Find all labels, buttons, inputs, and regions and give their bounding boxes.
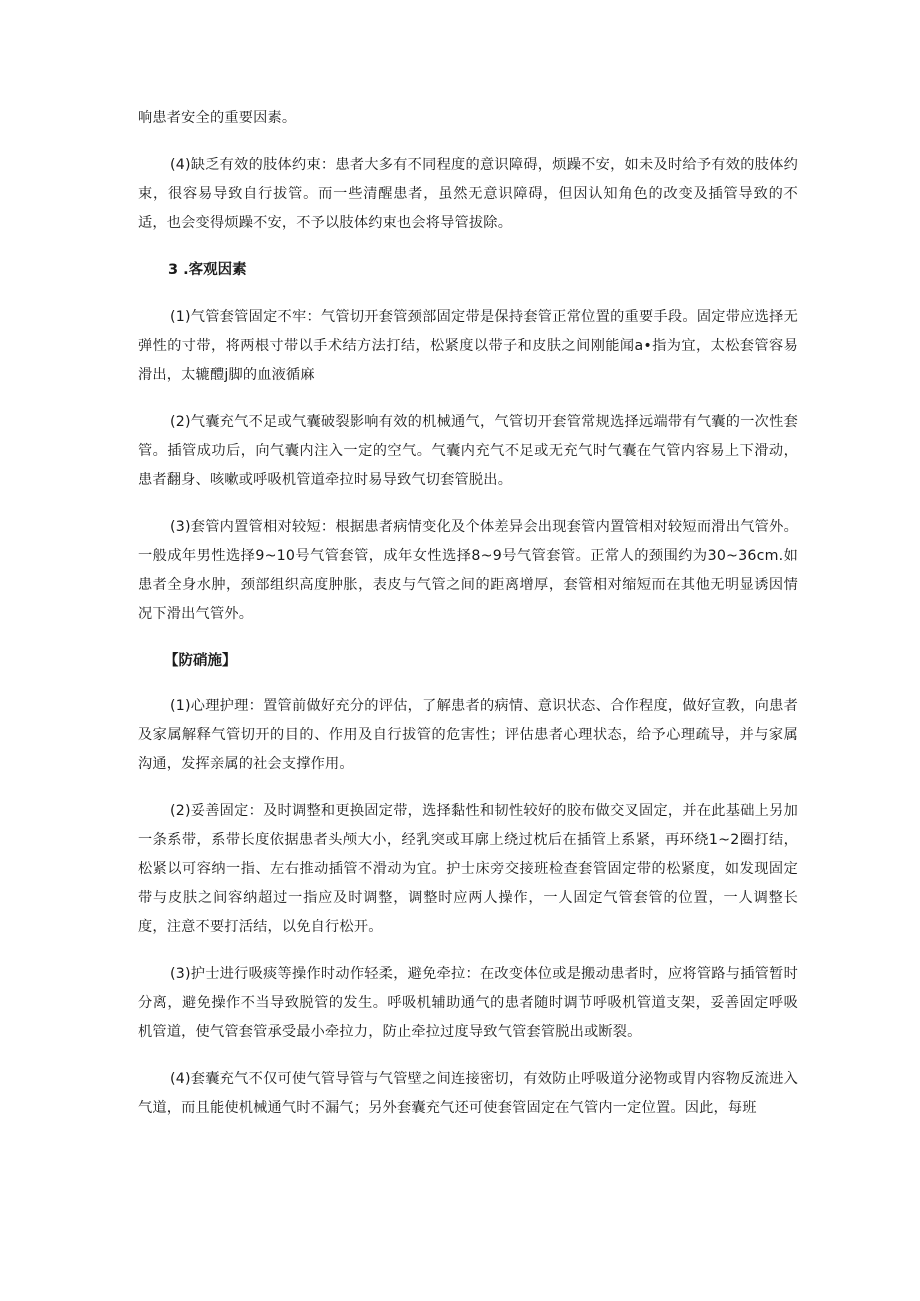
paragraph-cuff-benefits: (4)套囊充气不仅可使气管导管与气管壁之间连接密切，有效防止呼吸道分泌物或胃内容物反流进入气道，而且能使机械通气时不漏气；另外套囊充气还可使套管固定在气管内一定位置。因此，每班 <box>138 1071 798 1116</box>
section-heading-prevention: 【防硝施】 <box>164 653 237 669</box>
paragraph-cuff-inflation: (2)气囊充气不足或气囊破裂影响有效的机械通气，气管切开套管常规选择远端带有气囊的一次性套管。插管成功后，向气囊内注入一定的空气。气囊内充气不足或无充气时气囊在气管内容易上下滑动，患者翻身、咳嗽或呼吸机管道牵拉时易导致气切套管脱出。 <box>138 414 798 488</box>
paragraph-limb-restraint: (4)缺乏有效的肢体约束：患者大多有不同程度的意识障碍，烦躁不安，如未及时给予有效的肢体约束，很容易导致自行拔管。而一些清醒患者，虽然无意识障碍，但因认知角色的改变及插管导致的不适，也会变得烦躁不安，不予以肢体约束也会将导管拔除。 <box>138 157 798 231</box>
paragraph-continuation: 响患者安全的重要因素。 <box>138 110 297 126</box>
paragraph-tube-fixation: (1)气管套管固定不牢：气管切开套管颈部固定带是保持套管正常位置的重要手段。固定带应选择无弹性的寸带，将两根寸带以手术结方法打结，松紧度以带子和皮肤之间刚能闻a•指为宜，太松套管容易滑出，太辘醴j脚的血液循麻 <box>138 309 798 383</box>
paragraph-gentle-suction: (3)护士进行吸痰等操作时动作轻柔，避免牵拉：在改变体位或是搬动患者时，应将管路与插管暂时分离，避免操作不当导致脱管的发生。呼吸机辅助通气的患者随时调节呼吸机管道支架，妥善固定呼吸机管道，使气管套管承受最小牵拉力，防止牵拉过度导致气管套管脱出或断裂。 <box>138 966 798 1040</box>
paragraph-inner-tube-short: (3)套管内置管相对较短：根据患者病情变化及个体差异会出现套管内置管相对较短而滑出气管外。一般成年男性选择9~10号气管套管，成年女性选择8~9号气管套管。正常人的颈围约为30~36cm.如患者全身水肿，颈部组织高度肿胀，表皮与气管之间的距离增厚，套管相对缩短而在其他无明显诱因情况下滑出气管外。 <box>138 519 798 622</box>
document-page <box>138 104 798 1141</box>
paragraph-psychological-care: (1)心理护理：置管前做好充分的评估，了解患者的病情、意识状态、合作程度，做好宣教，向患者及家属解释气管切开的目的、作用及自行拔管的危害性；评估患者心理状态，给予心理疏导，并与家属沟通，发挥亲属的社会支撑作用。 <box>138 698 798 772</box>
paragraph-secure-fixation: (2)妥善固定：及时调整和更换固定带，选择黏性和韧性较好的胶布做交叉固定，并在此基础上另加一条系带，系带长度依据患者头颅大小，经乳突或耳廓上绕过枕后在插管上系紧，再环绕1~2圈打结，松紧以可容纳一指、左右推动插管不滑动为宜。护士床旁交接班检查套管固定带的松紧度，如发现固定带与皮肤之间容纳超过一指应及时调整，调整时应两人操作，一人固定气管套管的位置，一人调整长度，注意不要打活结，以免自行松开。 <box>138 803 798 935</box>
section-heading-objective-factors: 3 .客观因素 <box>168 262 247 278</box>
